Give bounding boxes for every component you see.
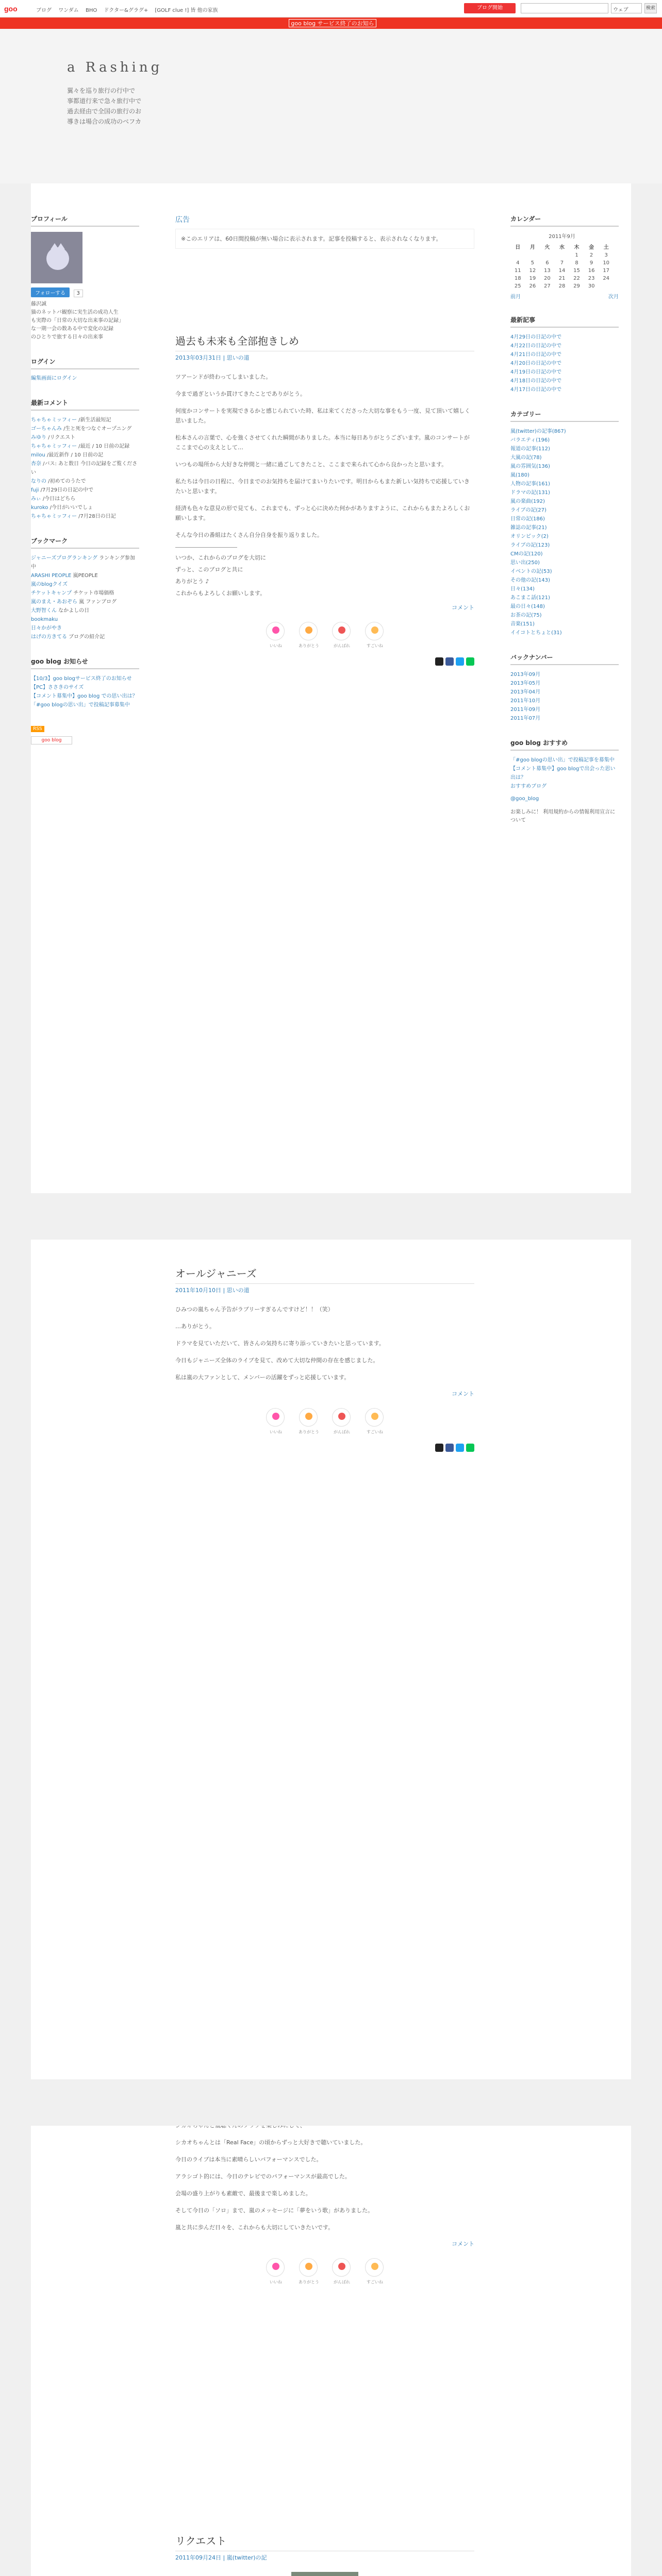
calendar-day: [599, 282, 614, 290]
comment-link[interactable]: コメント: [452, 604, 474, 611]
calendar-day[interactable]: 16: [588, 268, 595, 274]
reaction-button[interactable]: [332, 622, 351, 648]
calendar: [510, 232, 614, 290]
post-paragraph: 経済も色々な意見の形で見ても、これまでも、ずっと心に決めた何かがありますように、これからもまたよろしくお願いします。: [175, 505, 470, 521]
desc-line: 過去経由で全国の旅行のお: [67, 108, 142, 115]
bookmarks-section: [31, 536, 139, 641]
post-paragraph: 私は嵐の大ファンとして、メンバーの活躍をずっと応援しています。: [175, 1374, 350, 1381]
bookmark-item[interactable]: はげの方きてる ブログの紹介記: [31, 634, 105, 640]
blog-post: [175, 1265, 474, 1453]
bookmark-item-sub: 嵐 ファンブログ: [77, 599, 117, 605]
reaction-icon: [371, 1413, 378, 1420]
line-share-icon[interactable]: [466, 1444, 474, 1452]
x-share-icon[interactable]: [435, 657, 443, 666]
reaction-button[interactable]: [299, 622, 319, 648]
reaction-button[interactable]: [299, 1408, 319, 1434]
post-paragraph: これからもよろしくお願いします。: [175, 590, 266, 597]
category-item[interactable]: バラエティ(196): [510, 437, 550, 443]
calendar-day[interactable]: 21: [558, 276, 566, 281]
category-item[interactable]: 最の日々(148): [510, 604, 545, 609]
calendar-day[interactable]: 15: [573, 268, 580, 274]
recent-post-item[interactable]: 4月20日の日記の中で: [510, 361, 562, 366]
ad-label: 広告: [175, 216, 190, 224]
post-paragraph: ツアーンドが終わってしまいました。: [175, 374, 272, 380]
bookmark-item-sub: なかよしの日: [57, 608, 90, 614]
reaction-label: ありがとう: [299, 2280, 319, 2284]
calendar-day[interactable]: 20: [544, 276, 551, 281]
top-link[interactable]: ワンダム: [58, 8, 79, 13]
share-bar: [175, 1444, 474, 1453]
reaction-bar: [175, 622, 474, 648]
line-share-icon[interactable]: [466, 657, 474, 666]
goo-blog-follow-link[interactable]: @goo_blog: [510, 796, 539, 802]
reaction-button[interactable]: [266, 2258, 285, 2284]
blog-post: [175, 333, 474, 667]
post-image[interactable]: [291, 2572, 358, 2576]
facebook-share-icon[interactable]: [445, 1444, 454, 1452]
recent-comment-item-sub: /リクエスト: [46, 435, 76, 440]
profile-section: [31, 214, 139, 342]
post-paragraph: いつか、これからのブログを大切に: [175, 554, 266, 561]
login-link[interactable]: 編集画面にログイン: [31, 376, 77, 381]
profile-line: のひとりで旅する日々の出来事: [31, 334, 103, 340]
facebook-share-icon[interactable]: [445, 657, 454, 666]
reaction-button[interactable]: [365, 1408, 384, 1434]
calendar-day[interactable]: 6: [545, 260, 549, 266]
recent-comment-item-sub: /7月28日の日記: [77, 514, 116, 519]
post-date[interactable]: 2013年03月31日 | 思いの道: [175, 354, 250, 361]
reaction-button[interactable]: [332, 2258, 351, 2284]
reaction-button[interactable]: [332, 1408, 351, 1434]
main-content: [175, 214, 474, 269]
recent-comment-item-sub: /バス: あと数日 今日の記録をご覧ください: [31, 461, 138, 476]
calendar-day[interactable]: 13: [544, 268, 551, 274]
post-paragraph: 今日のライブは本当に素晴らしいパフォーマンスでした。: [175, 2156, 322, 2163]
start-blog-button[interactable]: ブログ開始: [464, 3, 516, 13]
category-item[interactable]: 雑誌の記事(21): [510, 525, 547, 531]
category-item[interactable]: 日常の記(186): [510, 516, 545, 522]
reaction-icon: [305, 1413, 312, 1420]
recent-comment-item-sub: /生と死をつなぐオープニング: [62, 426, 132, 432]
post-date[interactable]: 2011年10月10日 | 思いの道: [175, 1287, 250, 1294]
category-item[interactable]: 人物の記事(161): [510, 481, 550, 487]
category-item[interactable]: 嵐の楽曲(192): [510, 499, 545, 504]
recommend-item[interactable]: おすすめブログ: [510, 784, 547, 789]
top-link[interactable]: BHO: [85, 8, 97, 13]
recent-comment-item-sub: /初めてのうたで: [46, 479, 86, 484]
bookmark-item[interactable]: 嵐のblogクイズ: [31, 582, 68, 587]
bookmark-item-sub: チケット市場価格: [72, 590, 114, 596]
backnumber-item[interactable]: 2011年10月: [510, 698, 541, 704]
calendar-day: [540, 251, 555, 259]
post-divider: [175, 547, 237, 548]
recent-post-item[interactable]: 4月29日の日記の中で: [510, 334, 562, 340]
recent-comment-item[interactable]: ちゃちゃミッフィー /最近 / 10 日前の記録: [31, 444, 130, 449]
recent-comment-item[interactable]: 杏奈 /バス: あと数日 今日の記録をご覧ください: [31, 461, 138, 476]
reaction-icon: [272, 2263, 279, 2270]
recent-post-item[interactable]: 4月18日の日記の中で: [510, 378, 562, 384]
category-item[interactable]: 大嵐の記(78): [510, 455, 542, 461]
bookmark-item-sub: 嵐PEOPLE: [71, 573, 98, 579]
calendar-day[interactable]: 30: [588, 283, 595, 289]
reaction-bar: [175, 2258, 474, 2284]
blog-header: [0, 29, 662, 183]
recent-posts-list: [510, 333, 619, 394]
section-divider: [31, 1193, 631, 1240]
left-sidebar: [31, 214, 139, 760]
category-list: [510, 427, 619, 637]
top-bar: [0, 0, 662, 18]
reaction-label: すごいね: [367, 2280, 383, 2284]
calendar-weekday: 日: [515, 245, 521, 250]
calendar-day[interactable]: 17: [603, 268, 610, 274]
profile-title: プロフィール: [31, 214, 139, 227]
post-paragraph: そんな今日の番組はたくさん自分自身を振り返りました。: [175, 532, 323, 538]
blog-post: [175, 2121, 474, 2284]
comment-link[interactable]: コメント: [452, 2241, 474, 2247]
calendar-next-link[interactable]: 次月: [608, 294, 619, 300]
category-item[interactable]: ライブの記(27): [510, 507, 547, 513]
ad-notice: ※このエリアは、60日間投稿が無い場合に表示されます。記事を投稿すると、表示されなくなります。: [175, 229, 474, 249]
recent-comment-item[interactable]: milou /最近新作 / 10 日前の記: [31, 452, 103, 458]
post-title[interactable]: リクエスト: [175, 2533, 474, 2551]
goo-news-list: [31, 674, 139, 709]
post-paragraph: 私たちは今日の日程に、今日までのお気持ちを届けてまいりたいです。明日からもまた新しい気持ちで応援していきたいと思います。: [175, 478, 470, 495]
calendar-section: [510, 214, 619, 300]
post-paragraph: アラシゴト的には、今日のテレビでのパフォーマンスが最高でした。: [175, 2173, 351, 2180]
category-item[interactable]: お茶の記(75): [510, 613, 542, 618]
backnumber-item[interactable]: 2011年09月: [510, 707, 541, 713]
cat-icon: [46, 247, 69, 270]
calendar-day[interactable]: 27: [544, 283, 551, 289]
bookmark-item[interactable]: チケットキャンプ チケット市場価格: [31, 590, 114, 596]
recent-comment-item[interactable]: ゴーちゃんみ /生と死をつなぐオープニング: [31, 426, 132, 432]
category-title: カテゴリー: [510, 410, 619, 422]
goo-logo[interactable]: goo: [4, 5, 18, 13]
goo-news-item[interactable]: 「#goo blogの思い出」で投稿記事募集中: [31, 702, 130, 708]
page-body: [31, 183, 631, 2576]
reaction-icon: [371, 626, 378, 634]
post-paragraph: ありがとう ♪: [175, 578, 209, 585]
bookmark-item[interactable]: bookmaku: [31, 617, 58, 622]
reaction-bar: [175, 1408, 474, 1434]
login-title: ログイン: [31, 357, 139, 369]
profile-text: [31, 309, 139, 342]
recent-comments-section: [31, 398, 139, 521]
follow-count: 3: [74, 290, 83, 297]
calendar-day[interactable]: 12: [529, 268, 536, 274]
backnumber-title: バックナンバー: [510, 653, 619, 665]
bookmark-item[interactable]: ジャニーズプログランキング ランキング参加中: [31, 555, 135, 570]
recent-comment-item[interactable]: ちゃちゃミッフィー /7月28日の日記: [31, 514, 116, 519]
calendar-weekday: 水: [559, 245, 565, 250]
top-link[interactable]: ドクター&グラグ+: [104, 8, 148, 13]
recent-comment-item-sub: /7月29日の日記の中で: [39, 487, 94, 493]
category-section: [510, 410, 619, 637]
search-button[interactable]: 検索: [644, 3, 657, 13]
category-item[interactable]: イイコトとちょと(31): [510, 630, 562, 636]
backnumber-item[interactable]: 2013年05月: [510, 681, 541, 686]
calendar-weekday: 月: [529, 245, 535, 250]
profile-line: 猫のネットバ観察に実生活の成功人生: [31, 310, 119, 315]
calendar-day[interactable]: 14: [558, 268, 566, 274]
category-item[interactable]: ライブの記(123): [510, 543, 550, 548]
recent-comment-item-sub: /最近 / 10 日前の記録: [77, 444, 130, 449]
recent-comments-title: 最新コメント: [31, 398, 139, 411]
goo-news-item[interactable]: 【PC】ささきのサイズ: [31, 685, 84, 690]
reaction-label: がんばれ: [334, 643, 350, 648]
reaction-icon: [272, 1413, 279, 1420]
post-paragraph: 今まで過ぎというか貫けてきたことでありがとう。: [175, 391, 306, 397]
post-title[interactable]: オールジャニーズ: [175, 1265, 474, 1284]
category-item[interactable]: 日々(134): [510, 586, 535, 592]
reaction-label: すごいね: [367, 1430, 383, 1434]
reaction-label: いいね: [270, 1430, 282, 1434]
bookmarks-title: ブックマーク: [31, 536, 139, 549]
goo-news-item[interactable]: 【10/3】goo blogサービス終了のお知らせ: [31, 676, 132, 682]
post-paragraph: 会場の盛り上がりも素敵で、最後まで楽しめました。: [175, 2190, 311, 2197]
recent-posts-title: 最新記事: [510, 315, 619, 328]
recent-comment-item[interactable]: kuroko /今日がいいでしょ: [31, 505, 93, 511]
recommend-title: goo blog おすすめ: [510, 738, 619, 751]
category-item[interactable]: 報道の記事(112): [510, 446, 550, 452]
reaction-button[interactable]: [365, 622, 384, 648]
reaction-label: すごいね: [367, 643, 383, 648]
desc-line: 導きは場合の成功のベフカ: [67, 118, 141, 125]
rss-section: [31, 725, 139, 744]
recent-post-item[interactable]: 4月17日の日記の中で: [510, 387, 562, 393]
calendar-day: [510, 251, 525, 259]
post-paragraph: 今日もジャニーズ全体のライブを見て、改めて大切な仲間の存在を感じました。: [175, 1357, 379, 1364]
reaction-icon: [371, 2263, 378, 2270]
calendar-weekday: 金: [589, 245, 594, 250]
recommend-section: [510, 738, 619, 825]
backnumber-item[interactable]: 2013年09月: [510, 672, 541, 677]
top-link[interactable]: ブログ: [36, 8, 52, 13]
goo-blog-badge[interactable]: goo blog: [31, 736, 72, 744]
post-paragraph: ひみつの嵐ちゃん予告がラブリーすぎるんですけど！！（笑）: [175, 1306, 334, 1313]
recent-comment-item-sub: /今日がいいでしょ: [48, 505, 93, 511]
reaction-button[interactable]: [299, 2258, 319, 2284]
reaction-button[interactable]: [266, 1408, 285, 1434]
desc-line: 翼々を巡り旅行の行中で: [67, 87, 136, 94]
category-item[interactable]: その他の記(143): [510, 578, 550, 583]
recent-comments-list: [31, 416, 139, 521]
calendar-day[interactable]: 18: [514, 276, 521, 281]
category-item[interactable]: 思い出(250): [510, 560, 540, 566]
recommend-list: [510, 756, 619, 791]
goo-news-title: goo blog お知らせ: [31, 657, 139, 669]
recommend-item[interactable]: 【コメント募集中】goo blogで出会った思い出は？: [510, 766, 616, 781]
bookmark-item[interactable]: 大野智くん なかよしの日: [31, 608, 90, 614]
reaction-label: がんばれ: [334, 1430, 350, 1434]
calendar-day[interactable]: 2: [589, 252, 593, 258]
rss-icon[interactable]: RSS: [31, 726, 44, 732]
category-item[interactable]: イベントの記(53): [510, 569, 552, 574]
category-item[interactable]: ドラマの記(131): [510, 490, 550, 496]
backnumber-item[interactable]: 2013年04月: [510, 689, 541, 695]
recent-comment-item[interactable]: なりの /初めてのうたで: [31, 479, 86, 484]
calendar-prev-link[interactable]: 前月: [510, 294, 521, 300]
calendar-weekday: 木: [574, 245, 580, 250]
calendar-day[interactable]: 25: [514, 283, 521, 289]
category-item[interactable]: 嵐(180): [510, 472, 529, 478]
post-paragraph: ずっと、このブログと共に: [175, 566, 243, 573]
blog-title[interactable]: a Rashing: [67, 60, 163, 75]
reaction-icon: [338, 1413, 345, 1420]
recent-post-item[interactable]: 4月21日の日記の中で: [510, 352, 562, 358]
calendar-day[interactable]: 11: [514, 268, 521, 274]
hatena-share-icon[interactable]: [456, 1444, 464, 1452]
recommend-item[interactable]: 「#goo blogの思い出」で投稿記事を募集中: [510, 757, 615, 763]
post-paragraph: …ありがとう。: [175, 1323, 215, 1330]
recent-post-item[interactable]: 4月19日の日記の中で: [510, 369, 562, 375]
post-date[interactable]: 2011年09月24日 | 嵐(twitter)の記: [175, 2554, 267, 2561]
bookmark-item[interactable]: ARASHI PEOPLE 嵐PEOPLE: [31, 573, 98, 579]
desc-line: 事都道行来で急々旅行中で: [67, 97, 142, 105]
calendar-day[interactable]: 19: [529, 276, 536, 281]
recent-comment-item-sub: /今日はどちら: [41, 496, 76, 502]
x-share-icon[interactable]: [435, 1444, 443, 1452]
reaction-label: ありがとう: [299, 1430, 319, 1434]
category-item[interactable]: CMの記(120): [510, 551, 543, 557]
recent-comment-item[interactable]: みゆり /リクエスト: [31, 435, 76, 440]
category-item[interactable]: 嵐(twitter)の記事(867): [510, 429, 566, 434]
share-bar: [175, 657, 474, 667]
profile-avatar[interactable]: [31, 232, 82, 283]
calendar-day[interactable]: 4: [516, 260, 520, 266]
recent-comment-item-sub: /新生活最短記: [77, 417, 111, 423]
post-body: [175, 2121, 474, 2232]
section-divider: [31, 2079, 631, 2126]
calendar-day[interactable]: 8: [575, 260, 578, 266]
reaction-label: ありがとう: [299, 643, 319, 648]
reaction-icon: [338, 2263, 345, 2270]
comment-link[interactable]: コメント: [452, 1391, 474, 1397]
search-input[interactable]: [521, 3, 608, 13]
calendar-day[interactable]: 9: [589, 260, 593, 266]
category-item[interactable]: オリンピック(2): [510, 534, 549, 539]
follow-button[interactable]: フォローする: [31, 287, 70, 297]
post-paragraph: ドラマを見ていただいて、皆さんの気持ちに寄り添っていきたいと思っています。: [175, 1340, 385, 1347]
bookmarks-list: [31, 554, 139, 641]
recommend-extra[interactable]: お楽しみに！ 利用規約からの情報利用宣言について: [510, 809, 616, 823]
backnumber-list: [510, 670, 619, 723]
calendar-day[interactable]: 1: [575, 252, 578, 258]
blog-post: [175, 2533, 474, 2576]
calendar-day[interactable]: 3: [604, 252, 608, 258]
recent-post-item[interactable]: 4月22日の日記の中で: [510, 343, 562, 349]
reaction-button[interactable]: [266, 622, 285, 648]
notice-bar: [0, 18, 662, 29]
reaction-label: がんばれ: [334, 2280, 350, 2284]
recent-comment-item[interactable]: みぃ /今日はどちら: [31, 496, 76, 502]
category-item[interactable]: 音楽(151): [510, 621, 535, 627]
calendar-day[interactable]: 10: [603, 260, 610, 266]
post-paragraph: 松本さんの言葉で、心を強くさせてくれた瞬間がありました。本当に毎日ありがとうございます。嵐のコンサートがここまで心の支えとして…: [175, 434, 470, 451]
calendar-day: [525, 251, 540, 259]
profile-name: 藤沢誠: [31, 301, 46, 307]
recent-comment-item-sub: /最近新作 / 10 日前の記: [45, 452, 103, 458]
recent-posts-section: [510, 315, 619, 394]
reaction-icon: [338, 626, 345, 634]
search-type-select[interactable]: ウェブ: [611, 3, 642, 13]
bookmark-item-sub: ブログの紹介記: [67, 634, 105, 640]
calendar-day[interactable]: 7: [560, 260, 564, 266]
reaction-button[interactable]: [365, 2258, 384, 2284]
login-section: [31, 357, 139, 383]
calendar-weekday: 火: [544, 245, 550, 250]
post-paragraph: 何度かコンサートを実現できるかと感じられていた時、私は来てくださった大切な事をもう一度、見て頂いて嬉しく思いました。: [175, 408, 470, 424]
reaction-label: いいね: [270, 643, 282, 648]
category-item[interactable]: あこまこ話(121): [510, 595, 550, 601]
post-body: [175, 372, 474, 598]
top-link[interactable]: [GOLF clue !] 皆 他の家族: [155, 8, 218, 13]
reaction-icon: [305, 2263, 312, 2270]
calendar-day[interactable]: 22: [573, 276, 580, 281]
profile-line: も実際の「日常の大切な出来事の記録」: [31, 318, 124, 324]
bookmark-item-sub: ランキング参加中: [31, 555, 135, 570]
calendar-day[interactable]: 26: [529, 283, 536, 289]
goo-news-section: [31, 657, 139, 709]
backnumber-item[interactable]: 2011年07月: [510, 716, 541, 721]
top-links: [36, 6, 223, 13]
category-item[interactable]: 嵐の雰囲気(136): [510, 464, 550, 469]
post-paragraph: そして今日の「ソロ」まで、嵐のメッセージに「夢をいう歌」がありました。: [175, 2207, 374, 2214]
backnumber-section: [510, 653, 619, 723]
calendar-day[interactable]: 29: [573, 283, 580, 289]
calendar-day[interactable]: 28: [558, 283, 566, 289]
profile-line: な一期一会の数ある中で変化の記録: [31, 326, 113, 332]
recent-comment-item[interactable]: fuji /7月29日の日記の中で: [31, 487, 94, 493]
post-paragraph: 嵐と共に歩んだ日々を、これからも大切にしていきたいです。: [175, 2224, 334, 2231]
service-end-notice[interactable]: goo blog サービス終了のお知ら: [289, 19, 376, 27]
calendar-day[interactable]: 23: [588, 276, 595, 281]
calendar-day: [555, 251, 570, 259]
reaction-icon: [272, 626, 279, 634]
post-title[interactable]: 過去も未来も全部抱きしめ: [175, 333, 474, 351]
post-paragraph: いつもの場所から大好きな仲間と一緒に過ごしてきたこと、ここまで来られて心から良かったと思います。: [175, 461, 448, 468]
post-paragraph: シカオちゃんとは「Real Face」の頃からずっと大好きで聴いていました。: [175, 2139, 367, 2146]
bookmark-item[interactable]: 日々かがやき: [31, 625, 62, 631]
hatena-share-icon[interactable]: [456, 657, 464, 666]
goo-news-item[interactable]: 【コメント募集中】goo blog での思い出は？: [31, 693, 138, 699]
calendar-weekday: 土: [603, 245, 609, 250]
calendar-caption: 2011年9月: [549, 234, 575, 240]
calendar-day[interactable]: 5: [531, 260, 535, 266]
right-sidebar: [510, 214, 619, 840]
calendar-day[interactable]: 24: [603, 276, 610, 281]
calendar-title: カレンダー: [510, 214, 619, 227]
blog-description: [67, 86, 222, 127]
recent-comment-item[interactable]: ちゃちゃミッフィー /新生活最短記: [31, 417, 111, 423]
reaction-icon: [305, 626, 312, 634]
reaction-label: いいね: [270, 2280, 282, 2284]
bookmark-item[interactable]: 嵐のまえ・あおぞら 嵐 ファンブログ: [31, 599, 117, 605]
post-body: [175, 1304, 474, 1382]
